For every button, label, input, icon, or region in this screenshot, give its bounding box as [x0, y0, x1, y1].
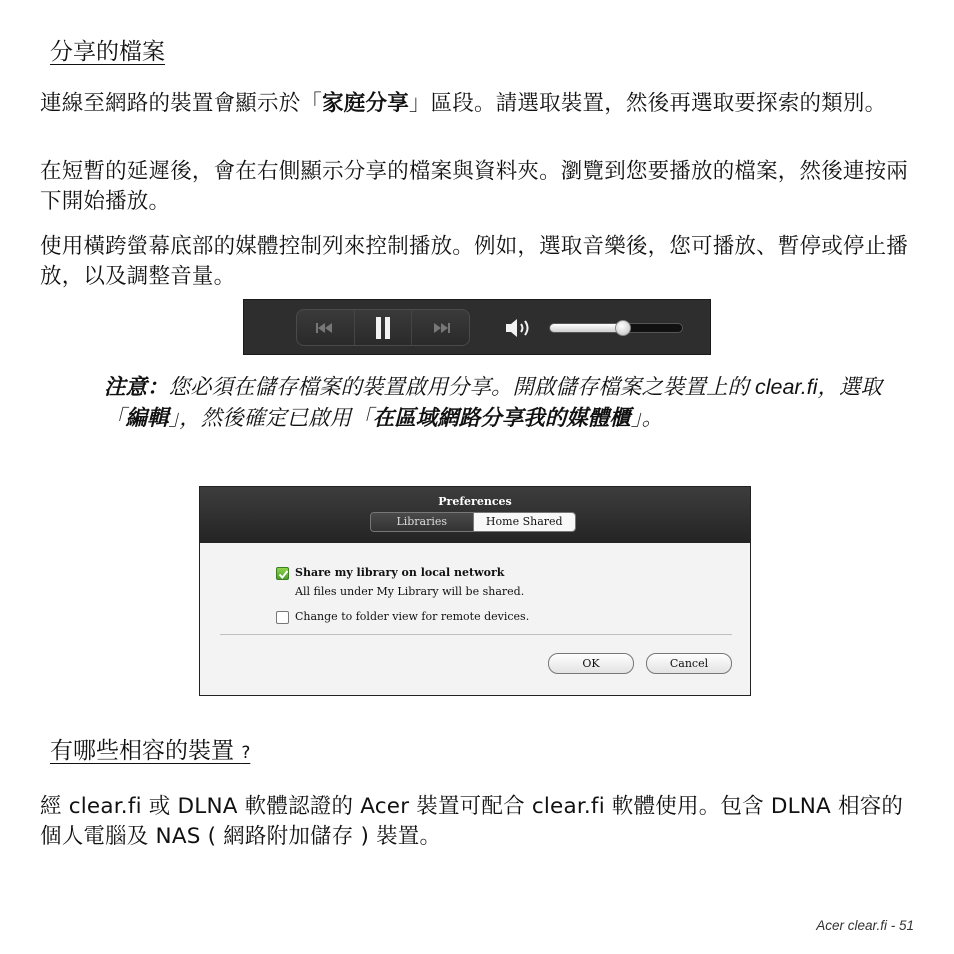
- text-segment: 您必須在儲存檔案的裝置啟用分享。開啟儲存檔案之裝置上的 clear.fi，選取「: [104, 375, 883, 430]
- volume-slider-fill: [550, 324, 623, 332]
- folder-view-checkbox[interactable]: [276, 611, 289, 624]
- page-footer: Acer clear.fi - 51: [816, 918, 914, 933]
- dialog-header: [200, 487, 750, 543]
- section-heading-shared-files: 分享的檔案: [50, 39, 165, 65]
- dialog-divider: [220, 634, 732, 635]
- next-icon: [432, 323, 450, 333]
- folder-view-label: Change to folder view for remote devices.: [295, 610, 530, 623]
- text-segment: 」，然後確定已啟用「: [168, 406, 373, 430]
- tab-libraries[interactable]: Libraries: [371, 513, 474, 531]
- next-button[interactable]: [412, 310, 469, 345]
- ok-button[interactable]: OK: [548, 653, 634, 674]
- heading-text: 有哪些相容的裝置: [50, 738, 234, 764]
- previous-icon: [316, 323, 334, 333]
- paragraph-compatible-devices: 經 clear.fi 或 DLNA 軟體認證的 Acer 裝置可配合 clear.fi 軟體使用。包含 DLNA 相容的個人電腦及 NAS ( 網路附加儲存 ) 裝置。: [40, 794, 904, 849]
- preferences-dialog: [199, 486, 751, 696]
- paragraph-media-controls: 使用橫跨螢幕底部的媒體控制列來控制播放。例如，選取音樂後，您可播放、暫停或停止播放，以及調整音量。: [40, 234, 909, 289]
- text-segment: 」區段。請選取裝置，然後再選取要探索的類別。: [408, 91, 887, 116]
- checkmark-icon: [278, 569, 289, 580]
- paragraph-home-shared: [40, 89, 920, 119]
- dialog-title: Preferences: [438, 495, 512, 508]
- text-segment: 連線至網路的裝置會顯示於「: [40, 91, 323, 116]
- text-segment: 」。: [630, 406, 664, 430]
- tab-home-shared[interactable]: Home Shared: [474, 513, 576, 531]
- share-library-label: Share my library on local network: [295, 566, 505, 579]
- volume-slider-knob[interactable]: [615, 320, 631, 336]
- bold-term-share-library: 在區域網路分享我的媒體櫃: [372, 406, 631, 430]
- note-paragraph: [104, 372, 924, 434]
- section-heading-compatible-devices: [50, 736, 250, 768]
- paragraph-browse-files: 在短暫的延遲後，會在右側顯示分享的檔案與資料夾。瀏覽到您要播放的檔案，然後連按兩下開始播放。: [40, 159, 909, 214]
- volume-icon[interactable]: [506, 318, 532, 338]
- bold-term-home-shared: 家庭分享: [322, 91, 409, 116]
- note-label: 注意：: [104, 375, 169, 399]
- volume-slider[interactable]: [549, 323, 683, 333]
- previous-button[interactable]: [297, 310, 355, 345]
- playback-button-group: [296, 309, 470, 346]
- share-library-checkbox[interactable]: [276, 567, 289, 580]
- bold-term-edit: 編輯: [125, 406, 169, 430]
- cancel-button[interactable]: Cancel: [646, 653, 732, 674]
- dialog-tabs: [370, 512, 576, 532]
- share-library-description: All files under My Library will be shared.: [295, 585, 525, 598]
- pause-icon: [375, 317, 391, 339]
- pause-button[interactable]: [355, 310, 413, 345]
- media-control-bar: [243, 299, 711, 355]
- heading-question-mark: ?: [241, 743, 251, 763]
- dialog-body: [200, 543, 750, 695]
